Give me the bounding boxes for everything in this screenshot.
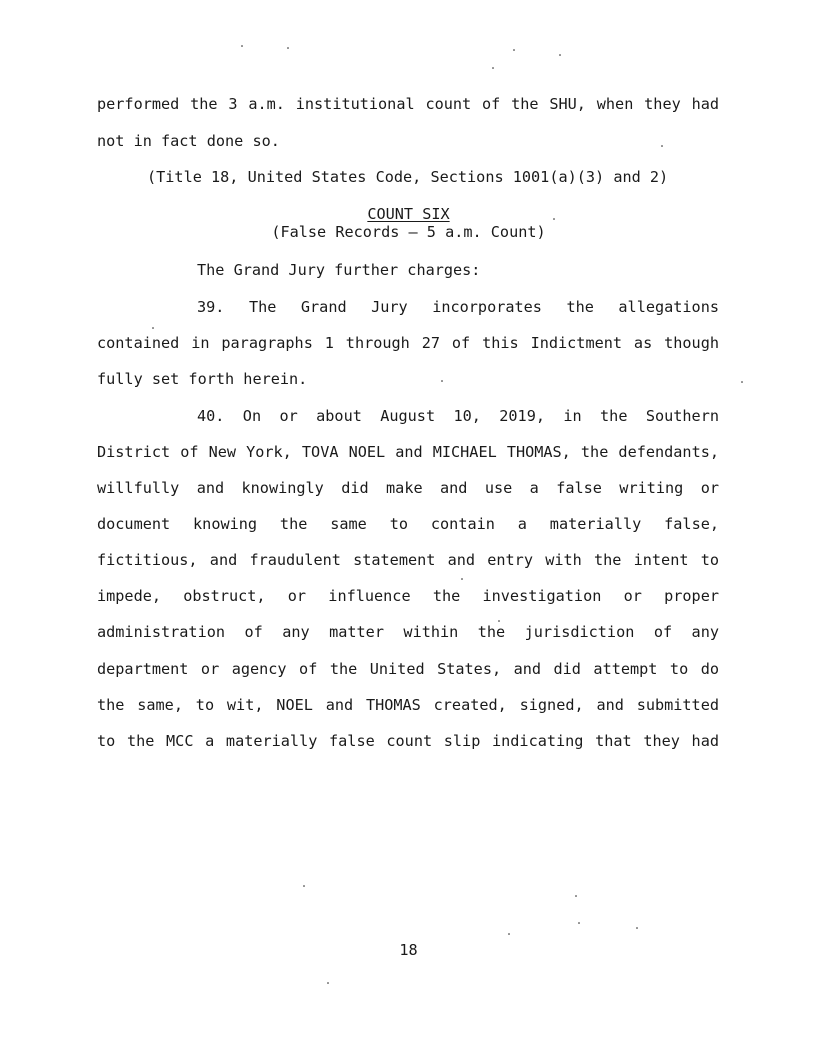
- body-text-line: fictitious, and fraudulent statement and entry with the intent to: [97, 551, 719, 569]
- body-text-line: fully set forth herein.: [97, 370, 308, 388]
- body-text-line: administration of any matter within the jurisdiction of any: [97, 623, 719, 641]
- scan-speck: [575, 895, 577, 897]
- intro-text: The Grand Jury further charges:: [197, 261, 481, 279]
- scan-speck: [327, 982, 329, 984]
- body-text-line: department or agency of the United States, and did attempt to do: [97, 660, 719, 678]
- scan-speck: [492, 67, 494, 69]
- body-text-line: the same, to wit, NOEL and THOMAS created, signed, and submitted: [97, 696, 719, 714]
- scan-speck: [461, 578, 463, 580]
- scan-speck: [553, 218, 555, 220]
- paragraph-40-first-line: 40. On or about August 10, 2019, in the Southern: [197, 407, 719, 425]
- scan-speck: [741, 381, 743, 383]
- body-text-line: document knowing the same to contain a materially false,: [97, 515, 719, 533]
- body-text-line: impede, obstruct, or influence the investigation or proper: [97, 587, 719, 605]
- body-text-line: to the MCC a materially false count slip indicating that they had: [97, 732, 719, 750]
- scan-speck: [152, 327, 154, 329]
- scan-speck: [508, 933, 510, 935]
- scan-speck: [441, 380, 443, 382]
- count-heading-text: COUNT SIX: [367, 205, 450, 223]
- page-number: 18: [399, 941, 418, 959]
- scan-speck: [559, 54, 561, 56]
- scan-speck: [287, 47, 289, 49]
- scan-speck: [303, 885, 305, 887]
- scan-speck: [578, 922, 580, 924]
- body-text-line: District of New York, TOVA NOEL and MICHAEL THOMAS, the defendants,: [97, 443, 719, 461]
- paragraph-39-first-line: 39. The Grand Jury incorporates the allegations: [197, 298, 719, 316]
- body-text-line: not in fact done so.: [97, 132, 280, 150]
- statute-citation: (Title 18, United States Code, Sections 1001(a)(3) and 2): [147, 168, 669, 186]
- scan-speck: [661, 145, 663, 147]
- body-text-line: willfully and knowingly did make and use a false writing or: [97, 479, 719, 497]
- body-text-line: contained in paragraphs 1 through 27 of this Indictment as though: [97, 334, 719, 352]
- scan-speck: [241, 45, 243, 47]
- count-subheading: (False Records – 5 a.m. Count): [271, 223, 546, 241]
- scan-speck: [498, 620, 500, 622]
- scan-speck: [513, 49, 515, 51]
- scan-speck: [636, 927, 638, 929]
- body-text-line: performed the 3 a.m. institutional count of the SHU, when they had: [97, 95, 719, 113]
- count-heading: [0, 204, 817, 224]
